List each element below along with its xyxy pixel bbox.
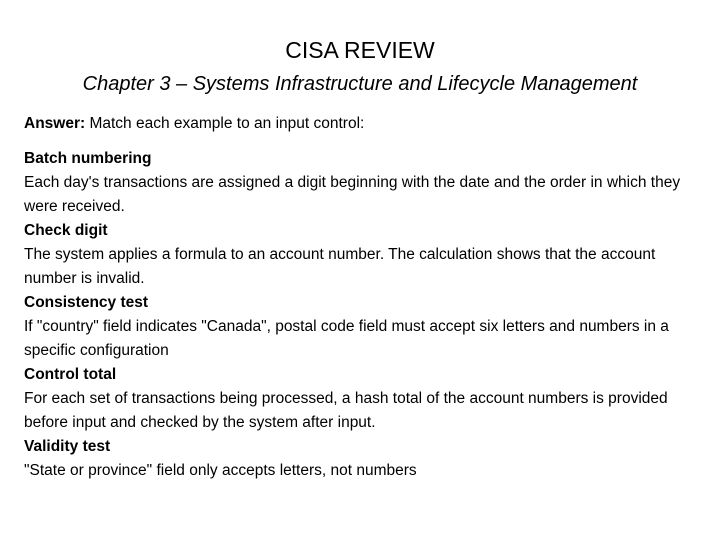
answer-label: Answer: bbox=[24, 115, 86, 132]
answer-text: Match each example to an input control: bbox=[85, 115, 365, 132]
slide-title: CISA REVIEW bbox=[285, 37, 435, 63]
control-title-consistency-test: Consistency test bbox=[24, 294, 149, 311]
answer-intro bbox=[24, 112, 696, 136]
slide-subtitle: Chapter 3 – Systems Infrastructure and Lifecycle Management bbox=[82, 73, 638, 95]
control-desc-check-digit: The system applies a formula to an account number. The calculation shows that the account number is invalid. bbox=[24, 246, 656, 287]
control-title-control-total: Control total bbox=[24, 366, 117, 383]
control-title-batch-numbering: Batch numbering bbox=[24, 150, 152, 167]
slide-content bbox=[24, 112, 696, 483]
control-desc-validity-test: "State or province" field only accepts letters, not numbers bbox=[24, 462, 417, 479]
control-title-check-digit: Check digit bbox=[24, 222, 108, 239]
control-desc-consistency-test: If "country" field indicates "Canada", postal code field must accept six letters and numbers in a specific configuration bbox=[24, 318, 669, 359]
control-title-validity-test: Validity test bbox=[24, 438, 111, 455]
control-desc-control-total: For each set of transactions being processed, a hash total of the account numbers is provided before input and checked by the system after input. bbox=[24, 390, 668, 431]
control-desc-batch-numbering: Each day's transactions are assigned a digit beginning with the date and the order in which they were received. bbox=[24, 174, 681, 215]
